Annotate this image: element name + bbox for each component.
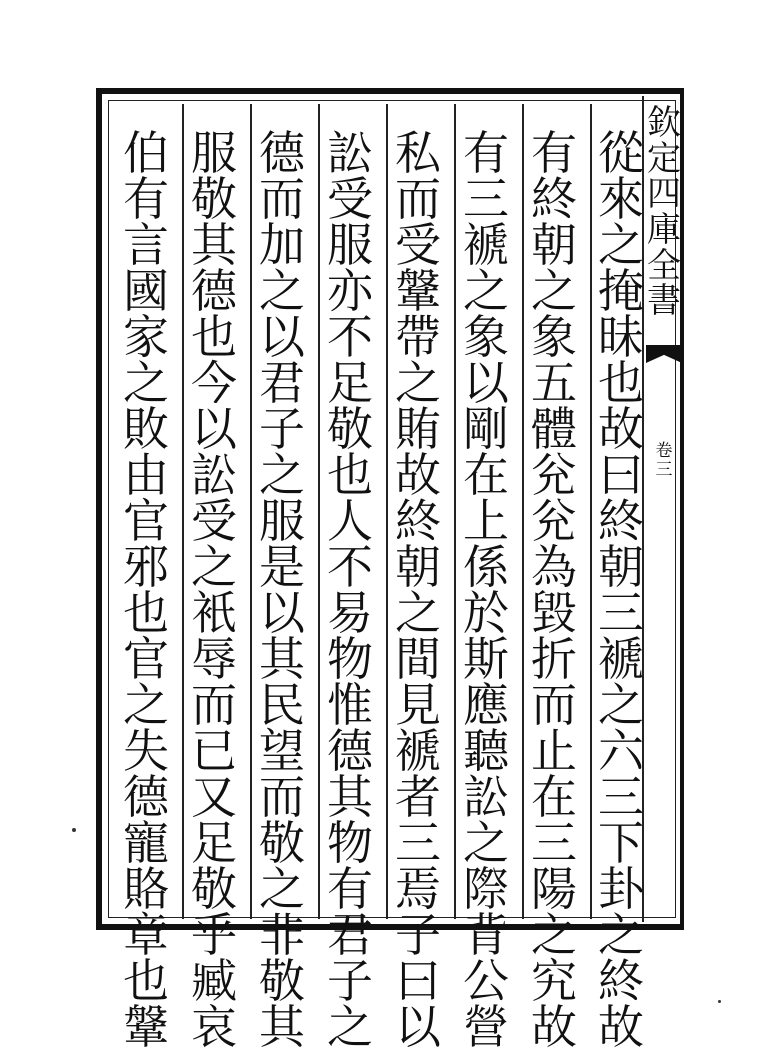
glyph: 終 bbox=[531, 172, 577, 226]
glyph: 之 bbox=[259, 448, 305, 502]
glyph: 也 bbox=[598, 356, 644, 410]
margin-title bbox=[644, 103, 684, 322]
glyph: 之 bbox=[463, 816, 509, 870]
glyph: 三 bbox=[598, 770, 644, 824]
glyph: 而 bbox=[531, 678, 577, 732]
glyph: 而 bbox=[395, 172, 441, 226]
glyph: 之 bbox=[123, 678, 169, 732]
glyph: 之 bbox=[463, 264, 509, 318]
glyph: 受 bbox=[191, 494, 237, 548]
glyph: 其 bbox=[327, 770, 373, 824]
glyph: 衹 bbox=[191, 586, 237, 640]
text-column-3 bbox=[459, 126, 513, 1054]
glyph: 惟 bbox=[327, 678, 373, 732]
glyph: 帶 bbox=[395, 310, 441, 364]
glyph: 以 bbox=[259, 310, 305, 364]
glyph: 足 bbox=[191, 816, 237, 870]
glyph: 敬 bbox=[191, 862, 237, 916]
glyph: 之 bbox=[327, 1000, 373, 1054]
volume-label bbox=[650, 442, 678, 479]
glyph: 足 bbox=[327, 356, 373, 410]
glyph: 為 bbox=[531, 540, 577, 594]
glyph: 今 bbox=[191, 356, 237, 410]
glyph: 訟 bbox=[191, 448, 237, 502]
glyph: 朝 bbox=[598, 540, 644, 594]
glyph: 間 bbox=[395, 632, 441, 686]
glyph: 在 bbox=[531, 770, 577, 824]
glyph: 德 bbox=[123, 770, 169, 824]
glyph: 應 bbox=[463, 678, 509, 732]
glyph: 三 bbox=[531, 816, 577, 870]
glyph: 卦 bbox=[598, 862, 644, 916]
glyph: 三 bbox=[655, 459, 673, 480]
glyph: 終 bbox=[395, 494, 441, 548]
glyph: 卷 bbox=[655, 441, 673, 461]
glyph: 有 bbox=[123, 172, 169, 226]
glyph: 以 bbox=[191, 402, 237, 456]
text-column-1 bbox=[594, 126, 648, 1054]
column-divider bbox=[386, 104, 388, 919]
glyph: 也 bbox=[123, 586, 169, 640]
glyph: 下 bbox=[598, 816, 644, 870]
column-divider bbox=[454, 104, 456, 919]
glyph: 家 bbox=[123, 310, 169, 364]
glyph: 斯 bbox=[463, 632, 509, 686]
glyph: 體 bbox=[531, 402, 577, 456]
text-column-2 bbox=[527, 126, 581, 1054]
scan-speck bbox=[718, 1000, 721, 1003]
glyph: 五 bbox=[531, 356, 577, 410]
glyph: 加 bbox=[259, 218, 305, 272]
glyph: 故 bbox=[598, 402, 644, 456]
glyph: 子 bbox=[259, 402, 305, 456]
glyph: 失 bbox=[123, 724, 169, 778]
glyph: 國 bbox=[123, 264, 169, 318]
glyph: 係 bbox=[463, 540, 509, 594]
glyph: 公 bbox=[463, 954, 509, 1008]
glyph: 德 bbox=[259, 126, 305, 180]
glyph: 人 bbox=[327, 494, 373, 548]
column-divider bbox=[590, 104, 592, 919]
glyph: 臧 bbox=[191, 954, 237, 1008]
glyph: 以 bbox=[259, 586, 305, 640]
glyph: 君 bbox=[327, 908, 373, 962]
glyph: 不 bbox=[327, 540, 373, 594]
glyph: 剛 bbox=[463, 402, 509, 456]
glyph: 敬 bbox=[191, 172, 237, 226]
scan-speck bbox=[72, 828, 76, 832]
glyph: 故 bbox=[598, 1000, 644, 1054]
glyph: 已 bbox=[191, 724, 237, 778]
glyph: 之 bbox=[259, 264, 305, 318]
glyph: 之 bbox=[259, 862, 305, 916]
glyph: 有 bbox=[463, 126, 509, 180]
glyph: 象 bbox=[463, 310, 509, 364]
glyph: 終 bbox=[598, 954, 644, 1008]
glyph: 而 bbox=[259, 172, 305, 226]
glyph: 聽 bbox=[463, 724, 509, 778]
glyph: 受 bbox=[395, 218, 441, 272]
glyph: 四 bbox=[647, 174, 681, 215]
glyph: 官 bbox=[123, 632, 169, 686]
glyph: 易 bbox=[327, 586, 373, 640]
glyph: 之 bbox=[123, 356, 169, 410]
glyph: 賂 bbox=[123, 862, 169, 916]
glyph: 有 bbox=[531, 126, 577, 180]
text-column-4 bbox=[391, 126, 445, 1054]
glyph: 而 bbox=[259, 770, 305, 824]
glyph: 辱 bbox=[191, 632, 237, 686]
glyph: 其 bbox=[191, 218, 237, 272]
glyph: 朝 bbox=[395, 540, 441, 594]
glyph: 子 bbox=[395, 908, 441, 962]
text-column-8 bbox=[119, 126, 173, 1054]
glyph: 三 bbox=[598, 586, 644, 640]
glyph: 不 bbox=[327, 310, 373, 364]
glyph: 德 bbox=[191, 264, 237, 318]
glyph: 敬 bbox=[327, 402, 373, 456]
glyph: 鞶 bbox=[395, 264, 441, 318]
glyph: 服 bbox=[191, 126, 237, 180]
glyph: 子 bbox=[327, 954, 373, 1008]
glyph: 望 bbox=[259, 724, 305, 778]
glyph: 褫 bbox=[598, 632, 644, 686]
glyph: 訟 bbox=[463, 770, 509, 824]
glyph: 褫 bbox=[395, 724, 441, 778]
glyph: 有 bbox=[327, 862, 373, 916]
glyph: 之 bbox=[598, 678, 644, 732]
glyph: 哀 bbox=[191, 1000, 237, 1054]
glyph: 從 bbox=[598, 126, 644, 180]
glyph: 之 bbox=[531, 264, 577, 318]
glyph: 庫 bbox=[647, 210, 681, 251]
glyph: 見 bbox=[395, 678, 441, 732]
glyph: 故 bbox=[395, 448, 441, 502]
glyph: 上 bbox=[463, 494, 509, 548]
glyph: 之 bbox=[395, 356, 441, 410]
glyph: 在 bbox=[463, 448, 509, 502]
glyph: 物 bbox=[327, 632, 373, 686]
glyph: 三 bbox=[463, 172, 509, 226]
glyph: 德 bbox=[327, 724, 373, 778]
glyph: 書 bbox=[647, 281, 681, 322]
glyph: 折 bbox=[531, 632, 577, 686]
column-divider bbox=[522, 104, 524, 919]
glyph: 也 bbox=[191, 310, 237, 364]
glyph: 曰 bbox=[598, 448, 644, 502]
glyph: 褫 bbox=[463, 218, 509, 272]
glyph: 陽 bbox=[531, 862, 577, 916]
glyph: 曰 bbox=[395, 954, 441, 1008]
column-divider bbox=[318, 104, 320, 919]
glyph: 者 bbox=[395, 770, 441, 824]
glyph: 而 bbox=[191, 678, 237, 732]
glyph: 服 bbox=[259, 494, 305, 548]
glyph: 亦 bbox=[327, 264, 373, 318]
glyph: 定 bbox=[647, 138, 681, 179]
glyph: 之 bbox=[531, 908, 577, 962]
glyph: 君 bbox=[259, 356, 305, 410]
glyph: 之 bbox=[395, 586, 441, 640]
glyph: 服 bbox=[327, 218, 373, 272]
glyph: 其 bbox=[259, 632, 305, 686]
glyph: 終 bbox=[598, 494, 644, 548]
glyph: 來 bbox=[598, 172, 644, 226]
glyph: 是 bbox=[259, 540, 305, 594]
glyph: 邪 bbox=[123, 540, 169, 594]
glyph: 民 bbox=[259, 678, 305, 732]
glyph: 其 bbox=[259, 1000, 305, 1054]
glyph: 以 bbox=[395, 1000, 441, 1054]
glyph: 毀 bbox=[531, 586, 577, 640]
glyph: 六 bbox=[598, 724, 644, 778]
glyph: 昧 bbox=[598, 310, 644, 364]
glyph: 敗 bbox=[123, 402, 169, 456]
glyph: 以 bbox=[463, 356, 509, 410]
glyph: 之 bbox=[191, 540, 237, 594]
glyph: 也 bbox=[123, 954, 169, 1008]
glyph: 言 bbox=[123, 218, 169, 272]
glyph: 寵 bbox=[123, 816, 169, 870]
glyph: 象 bbox=[531, 310, 577, 364]
glyph: 伯 bbox=[123, 126, 169, 180]
glyph: 掩 bbox=[598, 264, 644, 318]
glyph: 兊 bbox=[531, 448, 577, 502]
glyph: 乎 bbox=[191, 908, 237, 962]
text-column-5 bbox=[323, 126, 377, 1054]
glyph: 又 bbox=[191, 770, 237, 824]
glyph: 朝 bbox=[531, 218, 577, 272]
glyph: 背 bbox=[463, 908, 509, 962]
glyph: 物 bbox=[327, 816, 373, 870]
text-column-6 bbox=[255, 126, 309, 1054]
glyph: 敬 bbox=[259, 954, 305, 1008]
column-divider bbox=[250, 104, 252, 919]
glyph: 究 bbox=[531, 954, 577, 1008]
glyph: 兊 bbox=[531, 494, 577, 548]
glyph: 章 bbox=[123, 908, 169, 962]
glyph: 私 bbox=[395, 126, 441, 180]
glyph: 之 bbox=[598, 908, 644, 962]
glyph: 欽 bbox=[647, 103, 681, 143]
glyph: 賄 bbox=[395, 402, 441, 456]
glyph: 際 bbox=[463, 862, 509, 916]
glyph: 敬 bbox=[259, 816, 305, 870]
glyph: 三 bbox=[395, 816, 441, 870]
glyph: 鞶 bbox=[123, 1000, 169, 1054]
glyph: 也 bbox=[327, 448, 373, 502]
glyph: 營 bbox=[463, 1000, 509, 1054]
column-divider bbox=[182, 104, 184, 919]
glyph: 全 bbox=[647, 245, 681, 286]
glyph: 訟 bbox=[327, 126, 373, 180]
glyph: 止 bbox=[531, 724, 577, 778]
glyph: 由 bbox=[123, 448, 169, 502]
text-column-7 bbox=[187, 126, 241, 1054]
glyph: 受 bbox=[327, 172, 373, 226]
glyph: 官 bbox=[123, 494, 169, 548]
glyph: 焉 bbox=[395, 862, 441, 916]
glyph: 之 bbox=[598, 218, 644, 272]
glyph: 於 bbox=[463, 586, 509, 640]
glyph: 故 bbox=[531, 1000, 577, 1054]
glyph: 非 bbox=[259, 908, 305, 962]
